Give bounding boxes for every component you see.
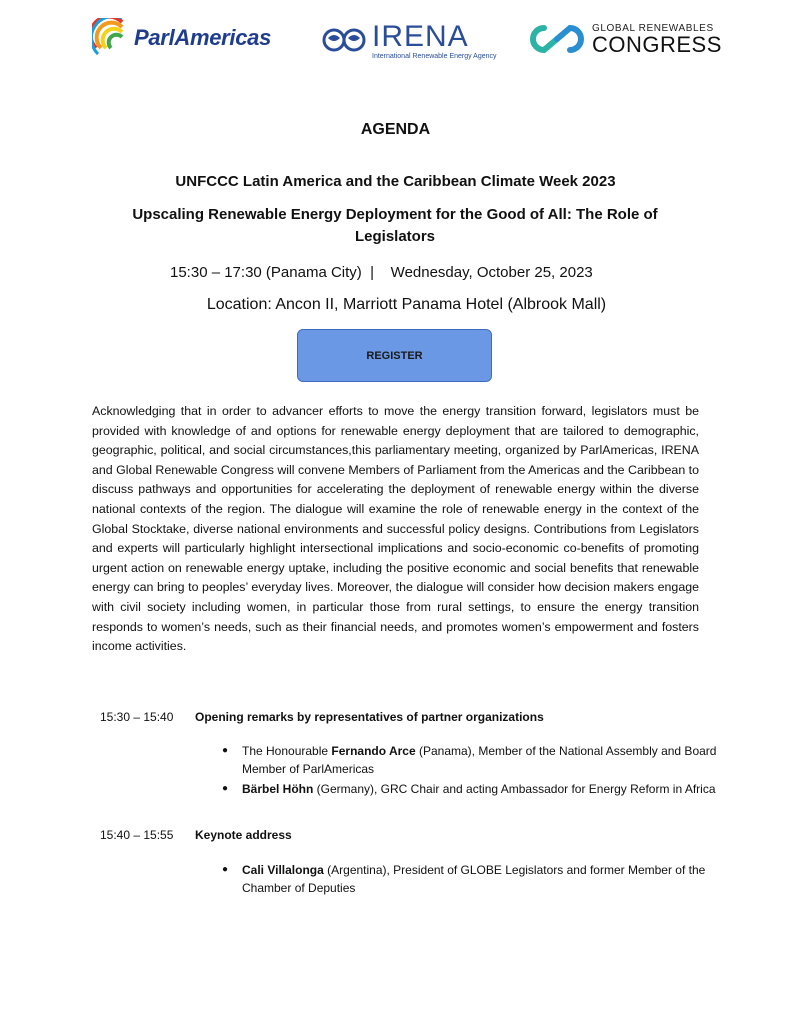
speaker-item: ● Cali Villalonga (Argentina), President of GLOBE Legislators and former Member of the Chamber of Deputies: [222, 861, 722, 897]
irena-globe-icon: [322, 26, 368, 58]
session-time: 15:30 – 15:40: [100, 710, 174, 724]
page-title: AGENDA: [360, 121, 431, 138]
parlamericas-wordmark: ParlAmericas: [134, 25, 272, 50]
grc-logo: [528, 22, 722, 56]
speaker-name: Cali Villalonga: [242, 863, 324, 877]
grc-wordmark: CONGRESS: [592, 31, 722, 57]
speaker-name: Bärbel Höhn: [242, 782, 314, 796]
speaker-item: ● Bärbel Höhn (Germany), GRC Chair and acting Ambassador for Energy Reform in Africa: [222, 780, 722, 798]
speaker-list: [222, 861, 722, 899]
session-heading: Opening remarks by representatives of partner organizations: [195, 710, 544, 724]
event-name: UNFCCC Latin America and the Caribbean Climate Week 2023: [175, 173, 616, 190]
grc-infinity-icon: [528, 22, 586, 56]
grc-tagline: GLOBAL RENEWABLES: [592, 22, 714, 34]
event-location: Location: Ancon II, Marriott Panama Hotel (Albrook Mall): [206, 296, 607, 313]
irena-wordmark: IRENA: [372, 20, 469, 53]
speaker-item: ● The Honourable Fernando Arce (Panama), Member of the National Assembly and Board Member of ParlAmericas: [222, 742, 722, 778]
register-button[interactable]: REGISTER: [297, 329, 492, 382]
parlamericas-arc-icon: [92, 18, 128, 58]
logo-bar: [0, 0, 791, 80]
session-heading: Keynote address: [195, 828, 292, 842]
intro-paragraph: Acknowledging that in order to advancer efforts to move the energy transition forward, legislators must be provided with knowledge of and options for renewable energy deployment that are tailored to demographic, geographic, political, and social circumstances,this parliamentary meeting, organized by ParlAmericas, IRENA and Global Renewable Congress will convene Members of Parliament from the Americas and the Caribbean to discuss pathways and opportunities for accelerating the deployment of renewable energy within the diverse national contexts of the region. The dialogue will examine the role of renewable energy in the context of the Global Stocktake, diverse national environments and successful policy designs. Contributions from Legislators and experts will particularly highlight intersectional implications and socio-economic co-benefits of promoting urgent action on renewable energy uptake, including the positive economic and social benefits that renewable energy can bring to peoples’ everyday lives. Moreover, the dialogue will consider how decision makers engage with civil society including women, in particular those from rural settings, to ensure the energy transition responds to women’s needs, such as their financial needs, and promotes women’s empowerment and fosters income activities.: [92, 404, 699, 654]
speaker-list: [222, 742, 722, 800]
event-datetime: 15:30 – 17:30 (Panama City) | Wednesday, October 25, 2023: [170, 264, 593, 281]
parlamericas-logo: [92, 18, 271, 58]
speaker-name: Fernando Arce: [331, 744, 416, 758]
event-subtitle: Upscaling Renewable Energy Deployment for the Good of All: The Role of Legislators: [132, 206, 658, 245]
irena-logo: [322, 22, 497, 61]
session-time: 15:40 – 15:55: [100, 828, 174, 842]
irena-tagline: International Renewable Energy Agency: [372, 53, 497, 60]
